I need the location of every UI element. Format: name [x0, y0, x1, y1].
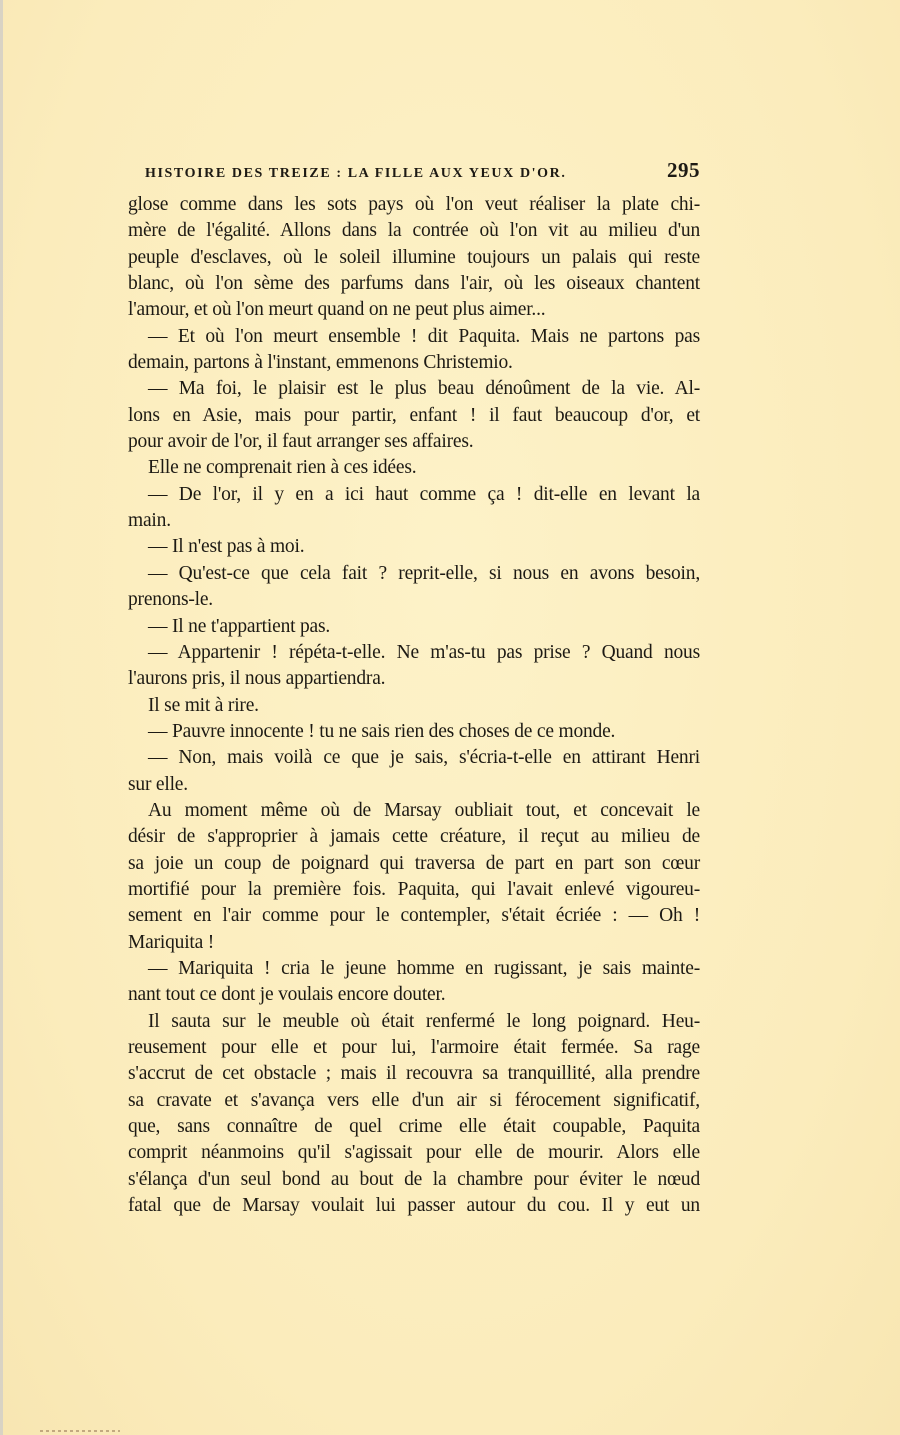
text-line: reusement pour elle et pour lui, l'armoire était fermée. Sa rage: [128, 1037, 700, 1058]
text-line: lons en Asie, mais pour partir, enfant ! il faut beaucoup d'or, et: [128, 404, 700, 426]
text-line: Il se mit à rire.: [148, 694, 259, 716]
text-line: Il sauta sur le meuble où était renfermé le long poignard. Heu-: [148, 1010, 700, 1032]
text-line: — Il n'est pas à moi.: [148, 536, 305, 558]
text-line: que, sans connaître de quel crime elle était coupable, Paquita: [128, 1116, 700, 1138]
text-line: glose comme dans les sots pays où l'on veut réaliser la plate chi-: [128, 194, 700, 215]
text-line: pour avoir de l'or, il faut arranger ses affaires.: [128, 431, 474, 453]
text-line: sa cravate et s'avança vers elle d'un air si férocement significatif,: [128, 1089, 700, 1111]
text-line: main.: [128, 510, 171, 532]
text-line: — Qu'est-ce que cela fait ? reprit-elle, si nous en avons besoin,: [148, 562, 700, 584]
text-line: — Ma foi, le plaisir est le plus beau dénoûment de la vie. Al-: [148, 378, 700, 400]
text-line: demain, partons à l'instant, emmenons Christemio.: [128, 352, 513, 374]
text-line: s'accrut de cet obstacle ; mais il recouvra sa tranquillité, alla prendre: [128, 1063, 700, 1085]
text-line: blanc, où l'on sème des parfums dans l'air, où les oiseaux chantent: [128, 273, 700, 295]
text-line: Mariquita !: [128, 931, 215, 953]
running-title: HISTOIRE DES TREIZE : LA FILLE AUX YEUX D'OR.: [145, 166, 567, 181]
text-line: — De l'or, il y en a ici haut comme ça ! dit-elle en levant la: [148, 483, 700, 505]
page-edge: [0, 0, 3, 1435]
text-line: sa joie un coup de poignard qui traversa de part en part son cœur: [128, 852, 700, 874]
text-line: prenons-le.: [128, 589, 213, 611]
text-line: — Il ne t'appartient pas.: [148, 615, 331, 637]
text-line: l'aurons pris, il nous appartiendra.: [128, 668, 386, 690]
text-line: Elle ne comprenait rien à ces idées.: [148, 457, 417, 479]
text-line: sur elle.: [128, 773, 188, 795]
text-line: mortifié pour la première fois. Paquita, qui l'avait enlevé vigoureu-: [128, 878, 700, 900]
text-line: — Appartenir ! répéta-t-elle. Ne m'as-tu pas prise ? Quand nous: [148, 641, 700, 663]
text-line: nant tout ce dont je voulais encore douter.: [128, 984, 446, 1006]
scan-smudge: [40, 1430, 120, 1432]
text-line: Au moment même où de Marsay oubliait tout, et concevait le: [148, 799, 700, 821]
text-line: s'élança d'un seul bond au bout de la chambre pour éviter le nœud: [128, 1168, 700, 1190]
running-head: [145, 158, 700, 183]
body-text: [128, 192, 700, 1219]
text-line: — Pauvre innocente ! tu ne sais rien des choses de ce monde.: [148, 720, 616, 742]
text-line: l'amour, et où l'on meurt quand on ne peut plus aimer...: [128, 299, 546, 321]
text-line: mère de l'égalité. Allons dans la contrée où l'on vit au milieu d'un: [128, 220, 700, 242]
text-line: sement en l'air comme pour le contempler, s'était écriée : — Oh !: [128, 905, 700, 927]
text-line: — Et où l'on meurt ensemble ! dit Paquita. Mais ne partons pas: [148, 325, 700, 347]
text-line: — Non, mais voilà ce que je sais, s'écria-t-elle en attirant Henri: [148, 747, 700, 769]
page-number: 295: [667, 158, 700, 182]
text-line: fatal que de Marsay voulait lui passer autour du cou. Il y eut un: [128, 1195, 700, 1217]
text-line: peuple d'esclaves, où le soleil illumine toujours un palais qui reste: [128, 246, 700, 268]
text-line: comprit néanmoins qu'il s'agissait pour elle de mourir. Alors elle: [128, 1142, 700, 1164]
text-line: — Mariquita ! cria le jeune homme en rugissant, je sais mainte-: [148, 957, 700, 979]
text-line: désir de s'approprier à jamais cette créature, il reçut au milieu de: [128, 826, 700, 848]
